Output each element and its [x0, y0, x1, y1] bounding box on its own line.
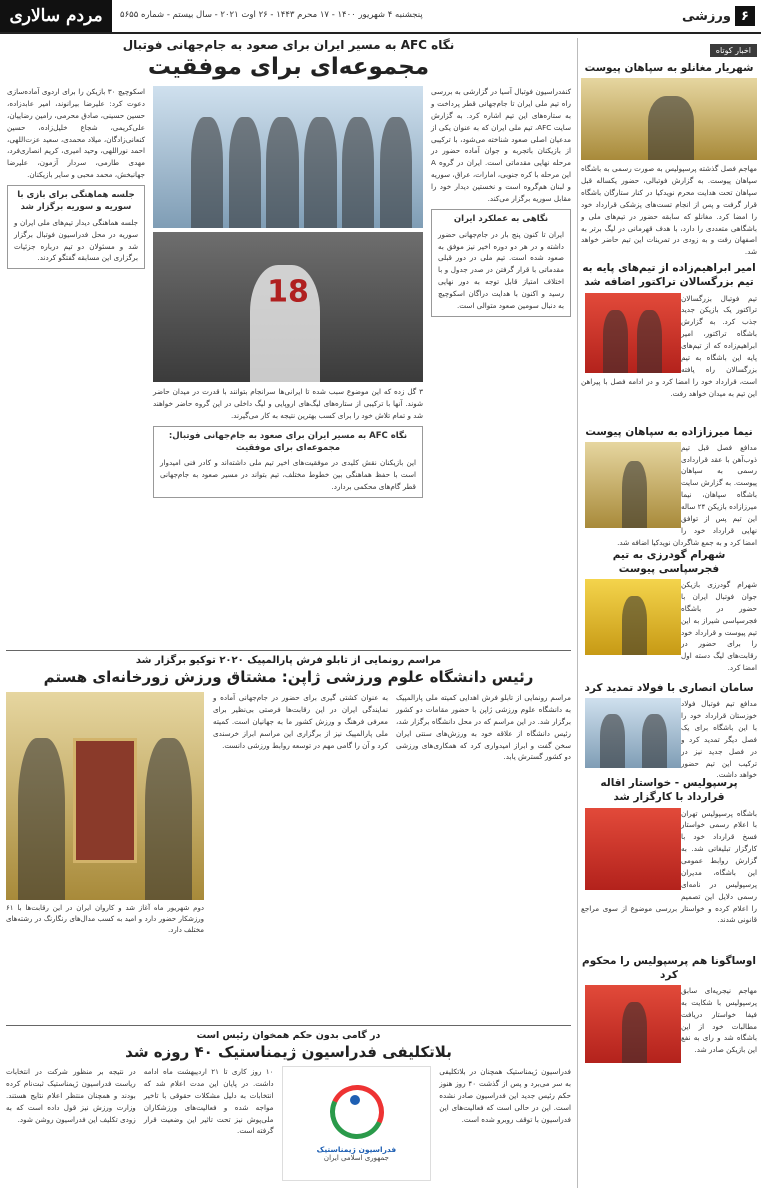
news-photo [581, 78, 757, 160]
brief-item [581, 425, 757, 547]
logo-title: فدراسیون ژیمناستیک [316, 1145, 397, 1154]
news-photo [585, 579, 681, 655]
story-kicker: مراسم رونمایی از تابلو فرش پارالمپیک ۲۰۲۰ توکیو برگزار شد [135, 655, 442, 666]
subsection-text: جلسه هماهنگی دیدار تیم‌های ملی ایران و سوریه در محل فدراسیون فوتبال برگزار شد و مسئولان دو تیم درباره جزئیات برگزاری این مسابقه گفتگو کردند. [14, 217, 138, 263]
brief-headline: امیر ابراهیم‌زاده از تیم‌های پایه به تیم بزرگسالان تراکتور اضافه شد [582, 262, 756, 289]
player-celebration-photo [153, 232, 423, 382]
brief-item [581, 681, 757, 780]
carpet-frame [73, 738, 136, 863]
subsection-text: ایران تا کنون پنج بار در جام‌جهانی حضور داشته و در هر دو دوره اخیر نیز موفق به صعود شده است. تیم ملی در دور قبلی مقدماتی با قرار گرفتن در صدر جدول و با اختلاف امتیاز قابل توجه به دور نهایی رسید و اکنون با هدایت دراگان اسکوچیچ به دنبال سومین صعود متوالی است. [438, 229, 564, 310]
section-brand [682, 6, 755, 26]
club-logo-photo [585, 808, 681, 890]
brief-text: مدافع فصل قبل تیم ذوب‌آهن با عقد قراردادی رسمی به سپاهان پیوست. به گزارش سایت باشگاه سپاهان، نیما میرزازاده بازیکن ۲۴ ساله این تیم پس از توافق نهایی قرارداد خود را امضا کرد و به جمع شاگردان نویدکیا اضافه شد. [617, 442, 757, 547]
story-column: ۱۰ روز کاری تا ۲۱ اردیبهشت ماه ادامه داشت. در پایان این مدت اعلام شد که انتخابات به دلیل مشکلات حقوقی با تاخیر مواجه شده و فعالیت‌های ورزشکاران ملی‌پوش نیز تحت تاثیر این وضعیت قرار گرفته است. [143, 1067, 274, 1136]
news-photo [585, 698, 681, 768]
story-column: به عنوان کشتی گیری برای حضور در جام‌جهانی آماده و نمایندگی ایران در این رقابت‌ها فرصتی بی‌نظیر برای معرفی فرهنگ و ورزش کشور ما به جهانیان است. کمیته ملی پارالمپیک نیز از برگزاری این مراسم ابراز خرسندی کرد و آن را گامی مهم در توسعه روابط ورزشی دانست. [213, 693, 388, 750]
news-photo [585, 442, 681, 528]
news-photo [585, 293, 681, 373]
story-paragraph: کنفدراسیون فوتبال آسیا در گزارشی به بررسی راه تیم ملی ایران تا جام‌جهانی قطر پرداخت و به ستاره‌های این تیم اشاره کرد. به گزارش سایت AFC، تیم ملی ایران که به عنوان یکی از مدعیان اصلی صعود شناخته می‌شود، با ترکیبی از بازیکنان باتجربه و جوان آماده حضور در مرحله نهایی مقدماتی است. ایران در گروه A این مرحله با کره جنوبی، امارات، عراق، سوریه و لبنان هم‌گروه است و نخستین دیدار خود را مقابل سوریه برگزار می‌کند. [431, 87, 572, 203]
story-column: فدراسیون ژیمناستیک همچنان در بلاتکلیفی به سر می‌برد و پس از گذشت ۴۰ روز هنوز حکم رئیس جدید این فدراسیون صادر نشده است. این در حالی است که فعالیت‌های این فدراسیون با توقف روبرو شده است. [439, 1067, 571, 1124]
story-subsection [153, 426, 423, 498]
brief-item [581, 954, 757, 1055]
story-kicker: در گامی بدون حکم همخوان رئیس است [196, 1030, 381, 1041]
third-story [6, 1025, 571, 1191]
news-briefs-sidebar [581, 38, 757, 1194]
federation-logo [282, 1066, 432, 1181]
subsection-heading: نگاهی به عملکرد ایران [453, 213, 549, 224]
page-number-mark: ۶ [735, 6, 755, 26]
brief-headline: سامان انصاری با فولاد تمدید کرد [584, 682, 754, 695]
brief-text: مدافع تیم فوتبال فولاد خوزستان قرارداد خود را با این باشگاه برای یک فصل دیگر تمدید کرد و در فصل جدید نیز در ترکیب این تیم حضور خواهد داشت. [681, 699, 757, 780]
brief-text: باشگاه پرسپولیس تهران با اعلام رسمی خواستار فسخ قرارداد خود با کارگزار تبلیغاتی شد. به گزارش روابط عمومی این باشگاه، مدیران پرسپولیس در نامه‌ای رسمی دلایل این تصمیم را اعلام کرده و خواستار بررسی موضوع از سوی مراجع قانونی شدند. [581, 808, 757, 925]
section-title: ورزشی [682, 8, 731, 24]
subsection-heading: جلسه هماهنگی برای بازی با سوریه و سوریه برگزار شد [17, 190, 135, 212]
brief-headline: پرسپولیس - خواستار اقاله قرارداد با کارگزار شد [600, 777, 738, 804]
brief-headline: نیما میرزازاده به سپاهان پیوست [585, 425, 753, 438]
subsection-text: این بازیکنان نقش کلیدی در موفقیت‌های اخیر تیم ملی داشته‌اند و کادر فنی امیدوار است با حفظ هماهنگی بین خطوط مختلف، تیم بتواند در مسیر صعود به جام‌جهانی قطر گام‌های محکمی بردارد. [160, 458, 416, 492]
brief-item [581, 776, 757, 947]
story-column: در نتیجه بر منظور شرکت در انتخابات ریاست فدراسیون ژیمناستیک ثبت‌نام کرده بودند و همچنان منتظر اعلام نتایج هستند. وزارت ورزش نیز قول داده است که به زودی تکلیف این فدراسیون روشن شود. [6, 1067, 136, 1124]
news-photo [585, 985, 681, 1063]
brief-item [581, 261, 757, 418]
story-photo-column [153, 86, 423, 646]
story-column: مراسم رونمایی از تابلو فرش اهدایی کمیته ملی پارالمپیک به دانشگاه علوم ورزشی ژاپن با حضور مقامات دو کشور برگزار شد. در این مراسم که در محل دانشگاه برگزار شد، رئیس دانشگاه از علاقه خود به ورزش‌های سنتی ایران سخن گفت و ابراز امیدواری کرد که همکاری‌های ورزشی دو کشور گسترش یابد. [396, 693, 571, 762]
brief-text: مهاجم فصل گذشته پرسپولیس به صورت رسمی به باشگاه سپاهان پیوست. به گزارش فوتبالی، حضور یکساله قبل سپاهان تحت هدایت محرم نویدکیا در کنار ستارگان باشگاه قرار گرفت و پس از انجام تست‌های پزشکی قرارداد خود را امضا کرد. مغانلو که سابقه حضور در تیم‌های ملی و باشگاهی متعددی را دارد، با هدف قهرمانی در لیگ برتر به اصفهان رفت و به زودی در تمرینات این تیم حاضر خواهد شد. [581, 164, 757, 257]
story-column [7, 86, 145, 646]
jersey-number: 18 [267, 274, 309, 310]
story-headline: مجموعه‌ای برای موفقیت [147, 54, 430, 80]
brief-text: مهاجم نیجریه‌ای سابق پرسپولیس با شکایت به فیفا خواستار دریافت مطالبات خود از این باشگاه شد و رای به نفع این بازیکن صادر شد. [681, 985, 757, 1055]
logo-subtitle: جمهوری اسلامی ایران [323, 1154, 389, 1162]
story-subsection [431, 209, 571, 317]
story-paragraph: ۳ گل زده که این موضوع سبب شده تا ایرانی‌ها سرانجام بتوانند با قدرت در میدان حاضر شوند. آنها با ترکیبی از ستاره‌های لیگ‌های اروپایی و لیگ داخلی در این گروه حاضر خواهند شد و تمام تلاش خود را برای کسب بهترین نتیجه به کار می‌گیرند. [153, 387, 423, 420]
subsection-heading: نگاه AFC به مسیر ایران برای صعود به جام‌جهانی فوتبال: مجموعه‌ای برای موفقیت [168, 430, 408, 453]
section-tag: اخبار کوتاه [710, 44, 757, 57]
masthead [0, 0, 761, 34]
photo-caption: دوم شهریور ماه آغاز شد و کاروان ایران در این رقابت‌ها با ۶۱ ورزشکار حضور دارد و امید به کسب مدال‌های رنگارنگ در رشته‌های مختلف دارد. [6, 904, 204, 935]
story-headline: بلاتکلیفی فدراسیون ژیمناستیک ۴۰ روزه شد [125, 1043, 452, 1061]
story-headline: رئیس دانشگاه علوم ورزشی ژاپن: مشتاق ورزش زورخانه‌ای هستم [43, 668, 534, 686]
story-paragraph: اسکوچیچ ۳۰ بازیکن را برای اردوی آماده‌سازی دعوت کرد: علیرضا بیرانوند، امیر عابدزاده، حسین حسینی، صادق محرمی، رامین رضاییان، علی‌کریمی، شجاع خلیل‌زاده، حسین کنعانی‌زادگان، میلاد محمدی، سعید عزت‌اللهی، احمد نوراللهی، وحید امیری، کریم انصاری‌فرد، مهدی طارمی، سردار آزمون، علیرضا جهانبخش، محمد محبی و سایر بازیکنان. [7, 87, 145, 180]
dateline: پنجشنبه ۴ شهریور ۱۴۰۰ - ۱۷ محرم ۱۴۴۳ - ۲۶ اوت ۲۰۲۱ - سال بیستم - شماره ۵۶۵۵ [120, 10, 423, 20]
newspaper-logo: مردم سالاری [0, 0, 112, 32]
brief-item [581, 61, 757, 255]
column-divider [577, 38, 578, 1188]
brief-headline: شهرام گودرزی به تیم فجرسپاسی پیوست [612, 548, 726, 575]
story-kicker: نگاه AFC به مسیر ایران برای صعود به جام‌جهانی فوتبال [122, 38, 455, 52]
story-column [431, 86, 571, 646]
lead-story [6, 38, 571, 646]
team-photo [153, 86, 423, 228]
story-subsection [7, 185, 145, 269]
brief-text: تیم فوتبال بزرگسالان تراکتور یک بازیکن جدید جذب کرد. به گزارش باشگاه تراکتور، امیر ابراهیم‌زاده که از تیم‌های پایه این باشگاه به تیم بزرگسالان راه یافته است، قرارداد خود را امضا کرد و در ادامه فصل با پیراهن این تیم به میدان خواهد رفت. [581, 293, 757, 398]
brief-headline: شهریار مغانلو به سپاهان پیوست [584, 62, 754, 74]
brief-item [581, 548, 757, 675]
carpet-ceremony-photo [6, 692, 204, 900]
brief-text: شهرام گودرزی بازیکن جوان فوتبال ایران با حضور در باشگاه فجرسپاسی شیراز به این تیم پیوست و قرارداد خود را برای حضور در رقابت‌های لیگ دسته اول امضا کرد. [681, 580, 757, 673]
second-story [6, 650, 571, 982]
brief-headline: اوساگونا هم پرسپولیس را محکوم کرد [582, 954, 756, 981]
